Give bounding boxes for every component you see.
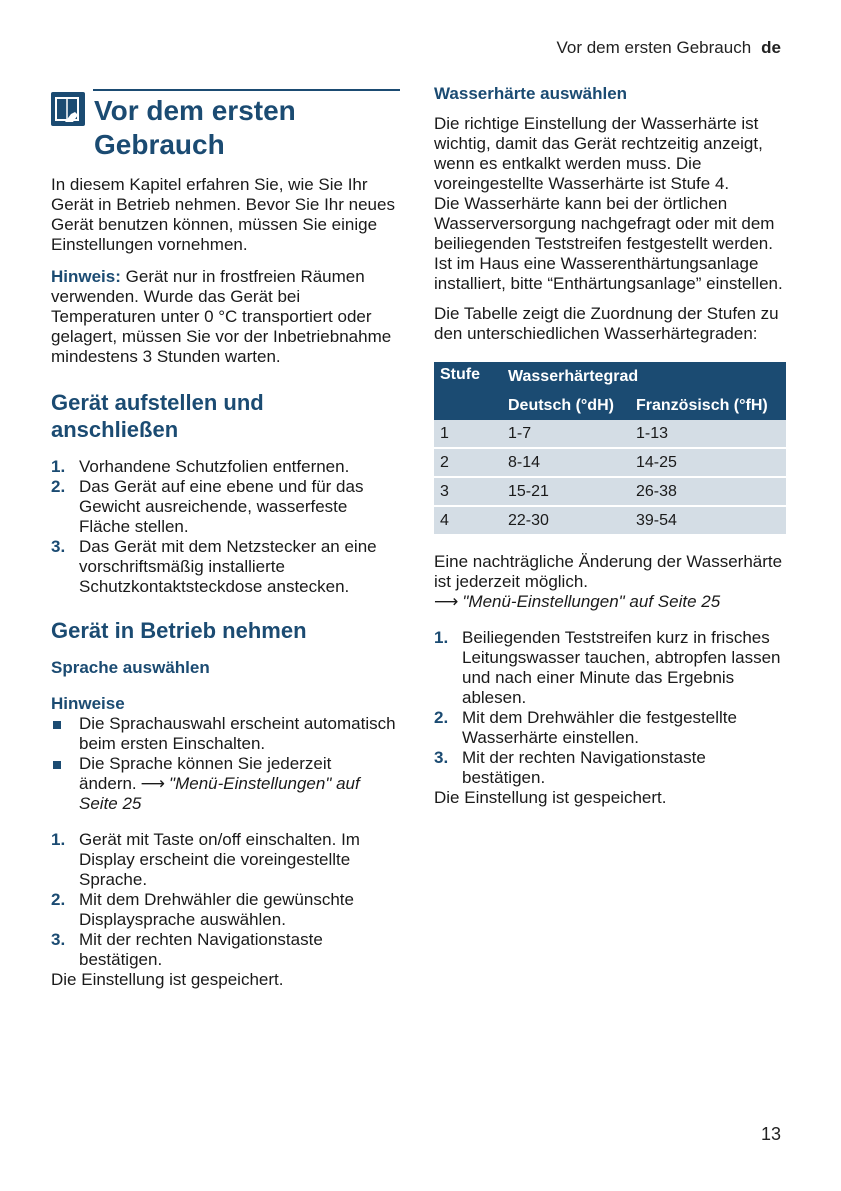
list-item: Die Sprache können Sie jederzeit ändern. ⟶ "Menü-Einstellungen" auf Seite 25 [51, 754, 396, 814]
cross-reference-arrow-icon: ⟶ [434, 592, 459, 611]
list-item: 3. Das Gerät mit dem Netzstecker an eine vorschriftsmäßig installierte Schutzkontaktsteckdose anstecken. [51, 537, 377, 596]
list-item: 3. Mit der rechten Navigationstaste bestätigen. [434, 748, 706, 787]
table-row: 1 1-7 1-13 [434, 420, 786, 448]
header-language-code: de [761, 38, 781, 57]
header-section-title: Vor dem ersten Gebrauch [556, 38, 752, 57]
list-item: 1. Vorhandene Schutzfolien entfernen. [51, 457, 350, 476]
table-header-group: Wasserhärtegrad [502, 362, 786, 391]
cross-reference-link[interactable]: "Menü-Einstellungen" auf Seite 25 [79, 774, 360, 813]
setup-steps [51, 457, 396, 597]
language-steps [51, 830, 396, 970]
table-row: 4 22-30 39-54 [434, 506, 786, 535]
note-label: Hinweis: [51, 267, 121, 286]
table-row: 3 15-21 26-38 [434, 477, 786, 506]
language-heading: Sprache auswählen [51, 658, 210, 677]
list-item: Die Sprachauswahl erscheint automatisch beim ersten Einschalten. [51, 714, 396, 754]
bullet-square-icon [53, 721, 61, 729]
list-item: 1. Beiliegenden Teststreifen kurz in frisches Leitungswasser tauchen, abtropfen lassen und nach einer Minute das Ergebnis ablesen. [434, 628, 781, 707]
change-paragraph: Eine nachträgliche Änderung der Wasserhärte ist jederzeit möglich. ⟶ "Menü-Einstellungen" auf Seite 25 [434, 552, 783, 611]
page-number: 13 [760, 1124, 781, 1144]
hardness-paragraph-2: Die Wasserhärte kann bei der örtlichen Wasserversorgung nachgefragt oder mit dem beiliegenden Teststreifen festgestellt werden. [434, 194, 775, 253]
chapter-title-block [51, 88, 396, 174]
intro-paragraph: In diesem Kapitel erfahren Sie, wie Sie Ihr Gerät in Betrieb nehmen. Bevor Sie Ihr neues Gerät benutzen können, müssen Sie einige Einstellungen vornehmen. [51, 175, 395, 254]
hardness-result: Die Einstellung ist gespeichert. [434, 788, 667, 807]
table-header-stufe: Stufe [434, 362, 502, 420]
chapter-title [94, 94, 296, 162]
bullet-square-icon [53, 761, 61, 769]
list-item: 2. Mit dem Drehwähler die festgestellte Wasserhärte einstellen. [434, 708, 737, 747]
right-column [434, 84, 786, 808]
title-rule [93, 89, 400, 91]
hand-book-icon [51, 92, 85, 126]
list-item: 3. Mit der rechten Navigationstaste bestätigen. [51, 930, 323, 969]
start-heading: Gerät in Betrieb nehmen [51, 618, 307, 643]
table-header-franzoesisch: Französisch (°fH) [630, 391, 786, 420]
list-item: 2. Das Gerät auf eine ebene und für das Gewicht ausreichende, wasserfeste Fläche stellen. [51, 477, 364, 536]
note-paragraph [51, 267, 396, 367]
list-item: 2. Mit dem Drehwähler die gewünschte Displaysprache auswählen. [51, 890, 354, 929]
hardness-paragraph-4: Die Tabelle zeigt die Zuordnung der Stufen zu den unterschiedlichen Wasserhärtegraden: [434, 304, 779, 343]
water-hardness-heading: Wasserhärte auswählen [434, 84, 628, 103]
cross-reference-arrow-icon: ⟶ [140, 774, 166, 793]
chapter-title-line-2: Gebrauch [94, 129, 225, 160]
hardness-paragraph-3: Ist im Haus eine Wasserenthärtungsanlage installiert, bitte “Enthärtungsanlage” einstellen. [434, 254, 783, 293]
hardness-paragraph-1: Die richtige Einstellung der Wasserhärte ist wichtig, damit das Gerät rechtzeitig anzeigt, wenn es entkalkt werden muss. Die voreingestellte Wasserhärte ist Stufe 4. [434, 114, 763, 193]
list-item: 1. Gerät mit Taste on/off einschalten. Im Display erscheint die voreingestellte Sprache. [51, 830, 360, 889]
left-column [51, 88, 396, 990]
setup-heading: Gerät aufstellen und anschließen [51, 390, 264, 442]
hardness-steps [434, 628, 786, 788]
water-hardness-table [434, 362, 786, 536]
note-text: Gerät nur in frostfreien Räumen verwenden. Wurde das Gerät bei Temperaturen unter 0 °C transportiert oder gelagert, müssen Sie vor der Inbetriebnahme mindestens 3 Stunden warten. [51, 267, 392, 366]
running-header [556, 38, 781, 58]
table-header-deutsch: Deutsch (°dH) [502, 391, 630, 420]
cross-reference-link[interactable]: "Menü-Einstellungen" auf Seite 25 [462, 592, 721, 611]
language-result: Die Einstellung ist gespeichert. [51, 970, 284, 989]
chapter-title-line-1: Vor dem ersten [94, 95, 296, 126]
hints-heading: Hinweise [51, 694, 125, 713]
table-row: 2 8-14 14-25 [434, 448, 786, 477]
hints-list [51, 714, 396, 814]
